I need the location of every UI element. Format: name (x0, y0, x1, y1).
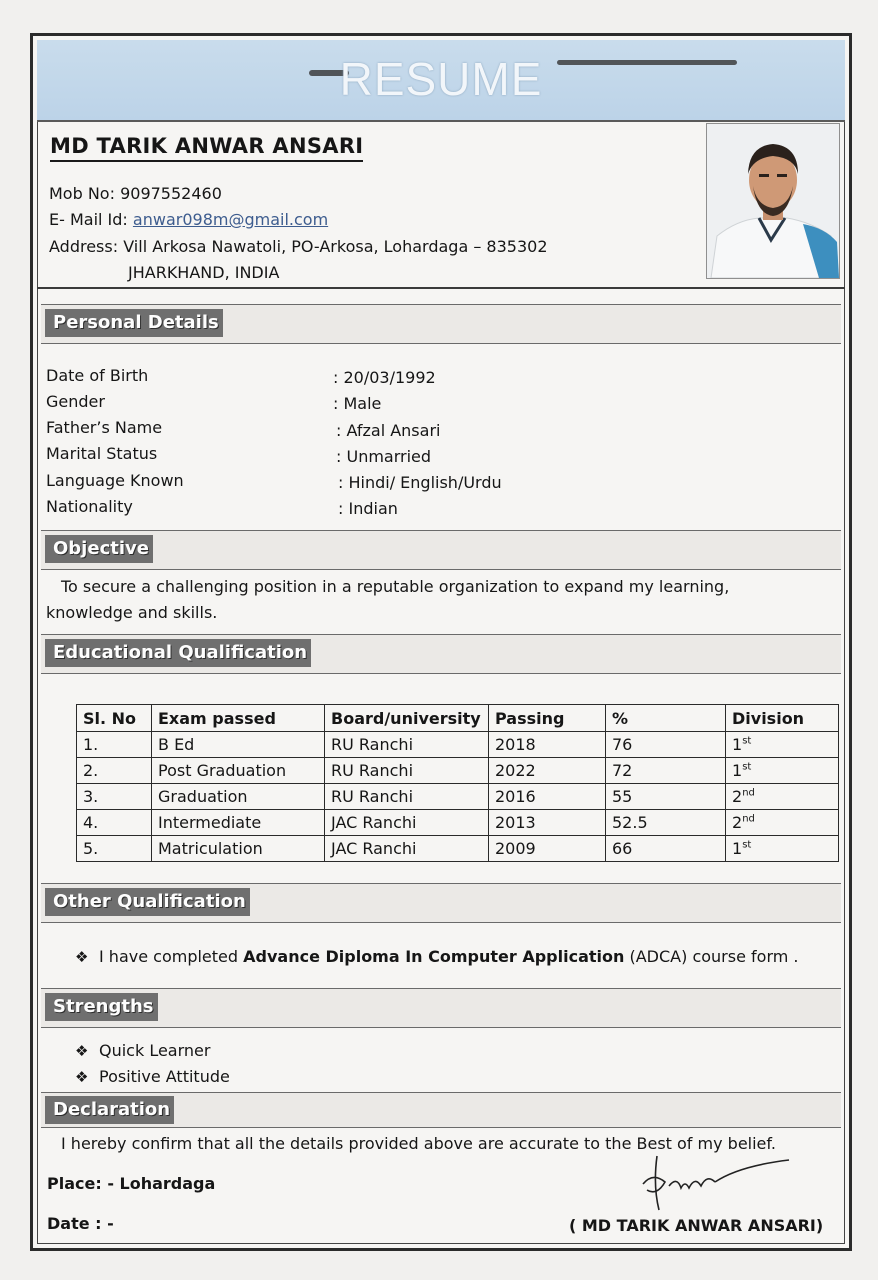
cell-exam: Matriculation (152, 836, 325, 862)
resume-banner (37, 40, 845, 122)
division-suffix: nd (742, 813, 755, 825)
division-number: 1 (732, 735, 743, 754)
section-objective (41, 530, 841, 570)
objective-line-1: To secure a challenging position in a reputable organization to expand my learning, (61, 577, 730, 596)
other-text-bold: Advance Diploma In Computer Application (243, 947, 625, 966)
email-link[interactable]: anwar098m@gmail.com (132, 210, 329, 229)
dob-value: : 20/03/1992 (333, 368, 436, 387)
section-heading-strengths: Strengths (45, 993, 158, 1021)
address-line (49, 237, 548, 256)
cell-exam: Graduation (152, 784, 325, 810)
language-label: Language Known (46, 471, 184, 490)
col-division: Division (726, 705, 839, 732)
strength-text: Positive Attitude (99, 1067, 230, 1086)
father-name-value: : Afzal Ansari (336, 421, 441, 440)
cell-division (726, 784, 839, 810)
resume-page (30, 33, 852, 1251)
cell-sl: 2. (77, 758, 152, 784)
cell-division (726, 758, 839, 784)
section-heading-personal: Personal Details (45, 309, 223, 337)
nationality-label: Nationality (46, 497, 133, 516)
other-text-after: (ADCA) course form . (624, 947, 799, 966)
col-percent: % (606, 705, 726, 732)
declaration-text: I hereby confirm that all the details provided above are accurate to the Best of my belief. (61, 1134, 776, 1153)
address-label: Address: (49, 237, 119, 256)
diamond-bullet-icon: ❖ (75, 1068, 89, 1086)
strength-item (75, 1067, 230, 1086)
nationality-value: : Indian (338, 499, 398, 518)
section-heading-education: Educational Qualification (45, 639, 311, 667)
cell-percent: 52.5 (606, 810, 726, 836)
section-declaration (41, 1092, 841, 1128)
division-suffix: st (742, 735, 752, 747)
table-row (77, 810, 839, 836)
address-line-2: JHARKHAND, INDIA (128, 263, 280, 282)
mobile-number: 9097552460 (120, 184, 222, 203)
email-label: E- Mail Id: (49, 210, 128, 229)
banner-title: RESUME (339, 53, 543, 105)
cell-board: RU Ranchi (325, 784, 489, 810)
marital-status-label: Marital Status (46, 444, 158, 463)
diamond-bullet-icon: ❖ (75, 1042, 89, 1060)
cell-year: 2022 (489, 758, 606, 784)
cell-division (726, 732, 839, 758)
cell-board: JAC Ranchi (325, 810, 489, 836)
cell-exam: Post Graduation (152, 758, 325, 784)
person-portrait-icon (707, 124, 839, 278)
cell-percent: 55 (606, 784, 726, 810)
profile-photo (706, 123, 840, 279)
section-heading-declaration: Declaration (45, 1096, 174, 1124)
email-line (49, 210, 328, 229)
cell-board: JAC Ranchi (325, 836, 489, 862)
table-row (77, 836, 839, 862)
cell-board: RU Ranchi (325, 758, 489, 784)
table-header-row (77, 705, 839, 732)
language-value: : Hindi/ English/Urdu (338, 473, 502, 492)
education-table (76, 704, 839, 862)
section-heading-objective: Objective (45, 535, 153, 563)
cell-sl: 3. (77, 784, 152, 810)
gender-label: Gender (46, 392, 105, 411)
section-personal-details (41, 304, 841, 344)
address-line-1: Vill Arkosa Nawatoli, PO-Arkosa, Lohardaga – 835302 (123, 237, 548, 256)
section-other-qualification (41, 883, 841, 923)
section-heading-other: Other Qualification (45, 888, 250, 916)
division-number: 2 (732, 813, 743, 832)
cell-year: 2013 (489, 810, 606, 836)
col-exam-passed: Exam passed (152, 705, 325, 732)
cell-board: RU Ranchi (325, 732, 489, 758)
col-sl-no: Sl. No (77, 705, 152, 732)
signature-icon (629, 1146, 799, 1216)
strength-text: Quick Learner (99, 1041, 211, 1060)
cell-percent: 76 (606, 732, 726, 758)
diamond-bullet-icon: ❖ (75, 948, 89, 966)
candidate-name: MD TARIK ANWAR ANSARI (50, 134, 363, 162)
other-text-before: I have completed (99, 947, 244, 966)
cell-year: 2018 (489, 732, 606, 758)
signatory-name: ( MD TARIK ANWAR ANSARI) (569, 1216, 824, 1235)
cell-sl: 4. (77, 810, 152, 836)
cell-sl: 1. (77, 732, 152, 758)
mobile-label: Mob No: (49, 184, 115, 203)
division-number: 1 (732, 839, 743, 858)
col-board: Board/university (325, 705, 489, 732)
division-suffix: st (742, 761, 752, 773)
mobile-line (49, 184, 222, 203)
father-name-label: Father’s Name (46, 418, 163, 437)
cell-division (726, 810, 839, 836)
table-row (77, 732, 839, 758)
dob-label: Date of Birth (46, 366, 149, 385)
table-row (77, 758, 839, 784)
cell-sl: 5. (77, 836, 152, 862)
section-education (41, 634, 841, 674)
strength-item (75, 1041, 210, 1060)
objective-line-2: knowledge and skills. (46, 603, 218, 622)
division-suffix: nd (742, 787, 755, 799)
cell-year: 2016 (489, 784, 606, 810)
gender-value: : Male (333, 394, 382, 413)
cell-exam: B Ed (152, 732, 325, 758)
cell-exam: Intermediate (152, 810, 325, 836)
col-passing: Passing (489, 705, 606, 732)
header-divider (37, 287, 845, 289)
section-strengths (41, 988, 841, 1028)
marital-status-value: : Unmarried (336, 447, 432, 466)
other-qualification-item (75, 947, 799, 966)
division-suffix: st (742, 839, 752, 851)
date-line: Date : - (47, 1214, 114, 1233)
place-line: Place: - Lohardaga (47, 1174, 216, 1193)
division-number: 1 (732, 761, 743, 780)
division-number: 2 (732, 787, 743, 806)
cell-year: 2009 (489, 836, 606, 862)
cell-division (726, 836, 839, 862)
cell-percent: 72 (606, 758, 726, 784)
table-row (77, 784, 839, 810)
cell-percent: 66 (606, 836, 726, 862)
